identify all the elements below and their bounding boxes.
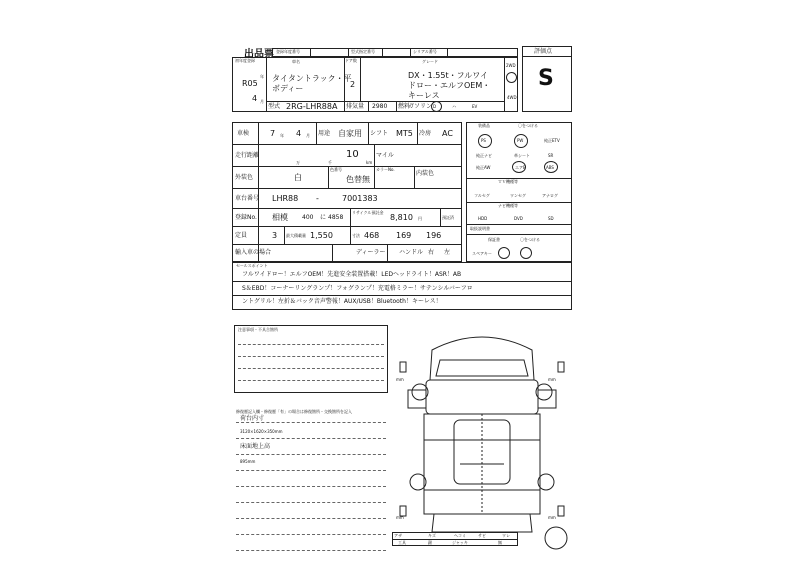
plate-area: 相模	[272, 213, 288, 222]
recycle-value: 8,810	[390, 213, 413, 222]
grade-line3: キーレス	[408, 91, 440, 100]
drive-circle	[506, 72, 517, 83]
first-reg-label: 初年度登録	[235, 58, 255, 63]
shift-value: MT5	[396, 129, 413, 138]
displacement-value: 2980	[372, 103, 388, 110]
auction-sheet: 出品票 登録年度番号 型式指定番号 シリアル番号 評価点 S 初年度登録 R05 年 4 月 車名 タイタントラック・平 ボディー ドア数 2 グレード DX・1.55t・フルワイ ドロー・エルフOEM・ キーレス 2WD 4WD 型式 2RG-LHR88A 排気量 2980 燃料 ガソリン D ハ EV 車検 7 年 4 月 用途 自家用 シフト MT5 冷房 AC 走行距離 万 10 千 km マイル 外装色 白 色番号 色替無 カラーNo. 内装色 車台番号 LHR88 - 7001383 登録No. 相模 400 に 4858 リサイクル預託金 8,810 円 預託済 定員 3 最大積載量 1,550 寸法 468 169 196 輸入車の場合 ディーラー ハンドル 右 左 装備品 〇をつける PS PW 純正ETV 純正ナビ 革シート SR 純正AW エアB ABS ＴＶ機種等 フルセグ ワンセグ アナログ ナビ機種等 HDD DVD SD 取扱説明書 保証書 〇をつける スペアキー セールスポイント フルワイドロー！エルフOEM！先進安全装置搭載！LEDヘッドライト！ASR！AB S＆EBD！コーナーリングランプ！フォグランプ！充電格ミラー！サテンシルバーフロ ントグリル！左折＆バック音声警報！AUX/USB！Bluetooth！キーレス！ 注意事項・不具合箇所 修復歴記入欄・修復歴「有」の場合は修復箇所・交換箇所を記入 荷台内寸 3120×1620×350mm 床面地上高 895mm mm mm mm mm アザ キズ ヘコミ サビ ワレ 工具 鍬 ジャッキ 無	[232, 44, 572, 565]
shaken-month: 4	[296, 129, 302, 138]
use-value: 自家用	[338, 129, 362, 138]
selling-point-line: S＆EBD！コーナーリングランプ！フォグランプ！充電格ミラー！サテンシルバーフロ	[242, 285, 473, 292]
door-count: 2	[350, 80, 356, 89]
capacity-value: 3	[272, 231, 278, 240]
color-no-value: 色替無	[346, 175, 370, 184]
score-value: S	[538, 66, 554, 91]
model-label: 型式指定番号	[351, 49, 375, 54]
grade-line2: ドロー・エルフOEM・	[408, 81, 491, 90]
chassis-number: 7001383	[342, 194, 378, 203]
width-value: 169	[396, 231, 412, 240]
ac-value: AC	[442, 129, 453, 138]
selling-point-line: フルワイドロー！エルフOEM！先進安全装置搭載！LEDヘッドライト！ASR！AB	[242, 271, 462, 278]
first-reg-year: R05	[242, 79, 258, 88]
type-value: 2RG-LHR88A	[286, 102, 338, 111]
length-value: 468	[364, 231, 380, 240]
fuel-value: ガソリン	[408, 103, 433, 110]
type-label: 型式	[268, 103, 281, 110]
notes-box	[234, 325, 388, 393]
shaken-year: 7	[270, 129, 276, 138]
vehicle-damage-diagram	[394, 320, 570, 550]
weight-value: 1,550	[310, 231, 333, 240]
chassis-prefix: LHR88	[272, 194, 299, 203]
name-label: 車名	[292, 59, 300, 64]
grade-line1: DX・1.55t・フルワイ	[408, 71, 489, 80]
floor-value: 895mm	[240, 459, 256, 464]
door-label: ドア数	[345, 58, 357, 63]
selling-point-line: ントグリル！左折＆バック音声警報！AUX/USB！Bluetooth！キーレス！	[242, 298, 442, 305]
vehicle-name-line2: ボディー	[272, 84, 304, 93]
cargo-label: 荷台内寸	[240, 415, 265, 422]
cargo-value: 3120×1620×350mm	[240, 429, 283, 434]
equip-circle	[498, 247, 510, 259]
serial-label: シリアル番号	[413, 49, 437, 54]
plate-class: 400	[302, 214, 314, 221]
recycle-status: 預託済	[442, 215, 454, 220]
reg-label: 登録年度番号	[276, 49, 300, 54]
color-value: 白	[294, 173, 302, 182]
floor-label: 床面地上高	[240, 443, 271, 450]
plate-number: 4858	[328, 214, 344, 221]
sheet-title: 出品票	[244, 49, 274, 60]
spec-grid	[232, 122, 462, 262]
mileage-value: 10	[346, 149, 359, 160]
header-code-row	[272, 48, 518, 57]
score-label: 評価点	[534, 48, 553, 55]
grade-label: グレード	[422, 59, 438, 64]
first-reg-month: 4	[252, 94, 258, 103]
equip-circle	[520, 247, 532, 259]
vehicle-name-line1: タイタントラック・平	[272, 74, 352, 83]
height-value: 196	[426, 231, 442, 240]
